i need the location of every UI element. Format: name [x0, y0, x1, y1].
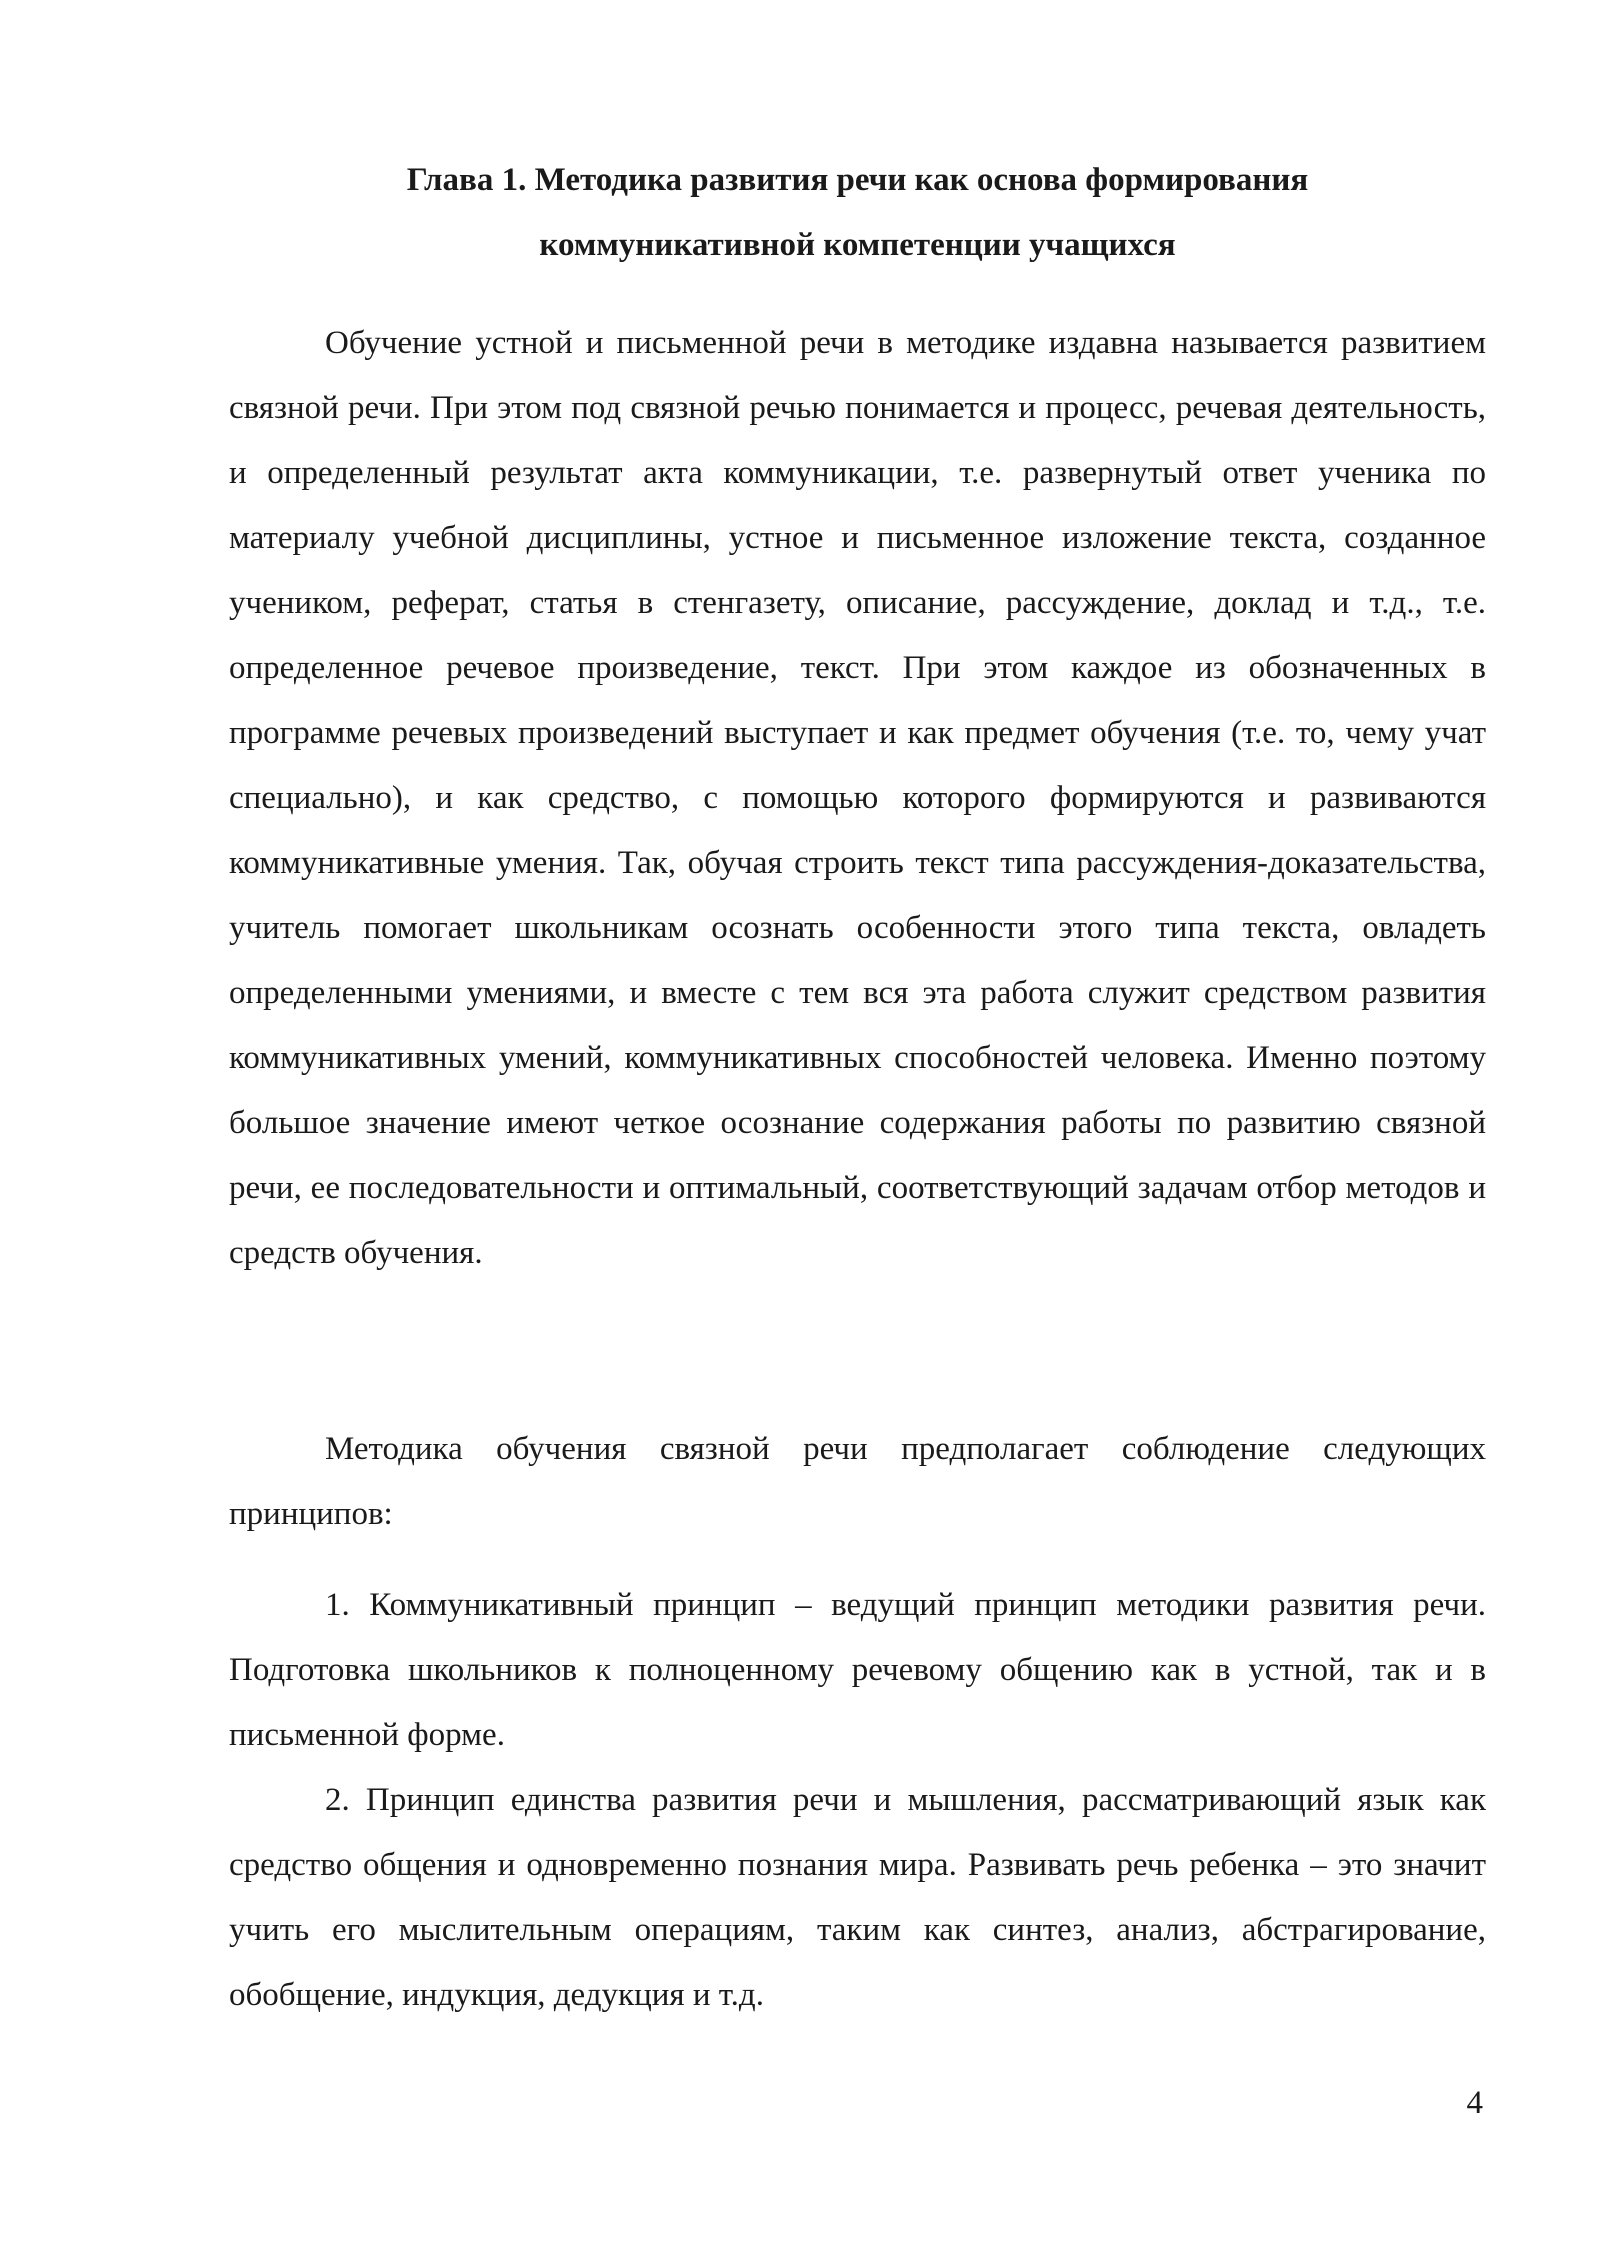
chapter-title-line-2: коммуникативной компетенции учащихся — [539, 227, 1176, 263]
list-item: 2. Принцип единства развития речи и мышления, рассматривающий язык как средство общения и одновременно познания мира. Развивать речь ребенка – это значит учить его мыслительным операциям, таким как синтез, анализ, абстрагирование, обобщение, индукция, дедукция и т.д. — [229, 1782, 1486, 2013]
list-item: 1. Коммуникативный принцип – ведущий принцип методики развития речи. Подготовка школьников к полноценному речевому общению как в устной, так и в письменной форме. — [229, 1587, 1486, 1753]
page-number: 4 — [1466, 2085, 1483, 2121]
body-paragraph-2: Методика обучения связной речи предполагает соблюдение следующих принципов: — [229, 1431, 1486, 1532]
chapter-title — [229, 148, 1486, 278]
body-paragraph-1: Обучение устной и письменной речи в методике издавна называется развитием связной речи. При этом под связной речью понимается и процесс, речевая деятельность, и определенный результат акта коммуникации, т.е. развернутый ответ ученика по материалу учебной дисциплины, устное и письменное изложение текста, созданное учеником, реферат, статья в стенгазету, описание, рассуждение, доклад и т.д., т.е. определенное речевое произведение, текст. При этом каждое из обозначенных в программе речевых произведений выступает и как предмет обучения (т.е. то, чему учат специально), и как средство, с помощью которого формируются и развиваются коммуникативные умения. Так, обучая строить текст типа рассуждения-доказательства, учитель помогает школьникам осознать особенности этого типа текста, овладеть определенными умениями, и вместе с тем вся эта работа служит средством развития коммуникативных умений, коммуникативных способностей человека. Именно поэтому большое значение имеют четкое осознание содержания работы по развитию связной речи, ее последовательности и оптимальный, соответствующий задачам отбор методов и средств обучения. — [229, 325, 1486, 1271]
chapter-title-line-1: Глава 1. Методика развития речи как основа формирования — [406, 162, 1309, 198]
